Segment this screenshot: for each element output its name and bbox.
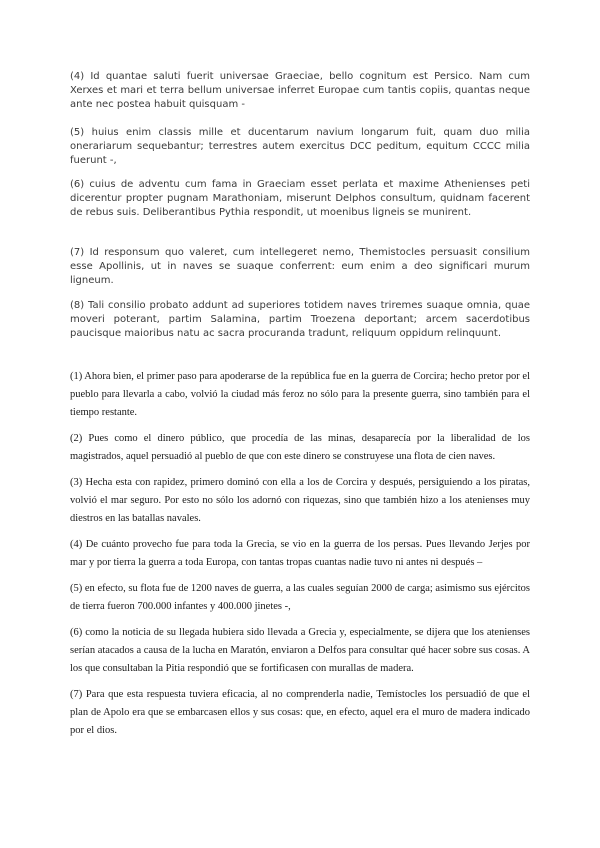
latin-paragraph-5: (5) huius enim classis mille et ducentarum navium longarum fuit, quam duo milia onerariarum sequebantur; terrestres autem exercitus DCC peditum, equitum CCCC milia fuerunt -, [70, 127, 530, 166]
latin-paragraph-4: (4) Id quantae saluti fuerit universae Graeciae, bello cognitum est Persico. Nam cum Xerxes et mari et terra bellum universae inferret Europae cum tantis copiis, quantas neque ante nec postea habuit quisquam - [70, 71, 530, 110]
spanish-paragraph-3: (3) Hecha esta con rapidez, primero dominó con ella a los de Corcira y después, persiguiendo a los piratas, volvió el mar seguro. Por esto no sólo los adornó con riquezas, sino que también hizo a los atenienses muy diestros en las batallas navales. [70, 477, 530, 524]
spanish-paragraph-7: (7) Para que esta respuesta tuviera eficacia, al no comprenderla nadie, Temístocles los persuadió de que el plan de Apolo era que se embarcasen ellos y sus cosas: que, en efecto, aquel era el muro de madera indicado por el dios. [70, 689, 530, 736]
spanish-paragraph-1: (1) Ahora bien, el primer paso para apoderarse de la república fue en la guerra de Corcira; hecho pretor por el pueblo para llevarla a cabo, volvió la ciudad más feroz no sólo para la presente guerra, sino también para el tiempo restante. [70, 371, 530, 418]
latin-paragraph-6: (6) cuius de adventu cum fama in Graeciam esset perlata et maxime Athenienses peti dicerentur propter pugnam Marathoniam, miserunt Delphos consultum, quidnam facerent de rebus suis. Deliberantibus Pythia respondit, ut moenibus ligneis se munirent. [70, 179, 530, 218]
spanish-paragraph-4: (4) De cuánto provecho fue para toda la Grecia, se vio en la guerra de los persas. Pues llevando Jerjes por mar y por tierra la guerra a toda Europa, con tantas tropas cuantas nadie tuvo ni antes ni después – [70, 539, 530, 568]
spanish-paragraph-2: (2) Pues como el dinero público, que procedía de las minas, desaparecía por la liberalidad de los magistrados, aquel persuadió al pueblo de que con este dinero se construyese una flota de cien naves. [70, 433, 530, 462]
spanish-paragraph-5: (5) en efecto, su flota fue de 1200 naves de guerra, a las cuales seguían 2000 de carga; asimismo sus ejércitos de tierra fueron 700.000 infantes y 400.000 jinetes -, [70, 583, 530, 612]
spanish-paragraph-6: (6) como la noticia de su llegada hubiera sido llevada a Grecia y, especialmente, se dijera que los atenienses serían atacados a causa de la lucha en Maratón, enviaron a Delfos para consultar qué hacer sobre sus cosas. A los que consultaban la Pitia respondió que se fortificasen con murallas de madera. [70, 627, 530, 674]
latin-paragraph-7: (7) Id responsum quo valeret, cum intellegeret nemo, Themistocles persuasit consilium esse Apollinis, ut in naves se suaque conferrent: eum enim a deo significari murum ligneum. [70, 247, 530, 286]
latin-paragraph-8: (8) Tali consilio probato addunt ad superiores totidem naves triremes suaque omnia, quae moveri poterant, partim Salamina, partim Troezena deportant; arcem sacerdotibus paucisque maioribus natu ac sacra procuranda tradunt, reliquum oppidum relinquunt. [70, 300, 530, 339]
